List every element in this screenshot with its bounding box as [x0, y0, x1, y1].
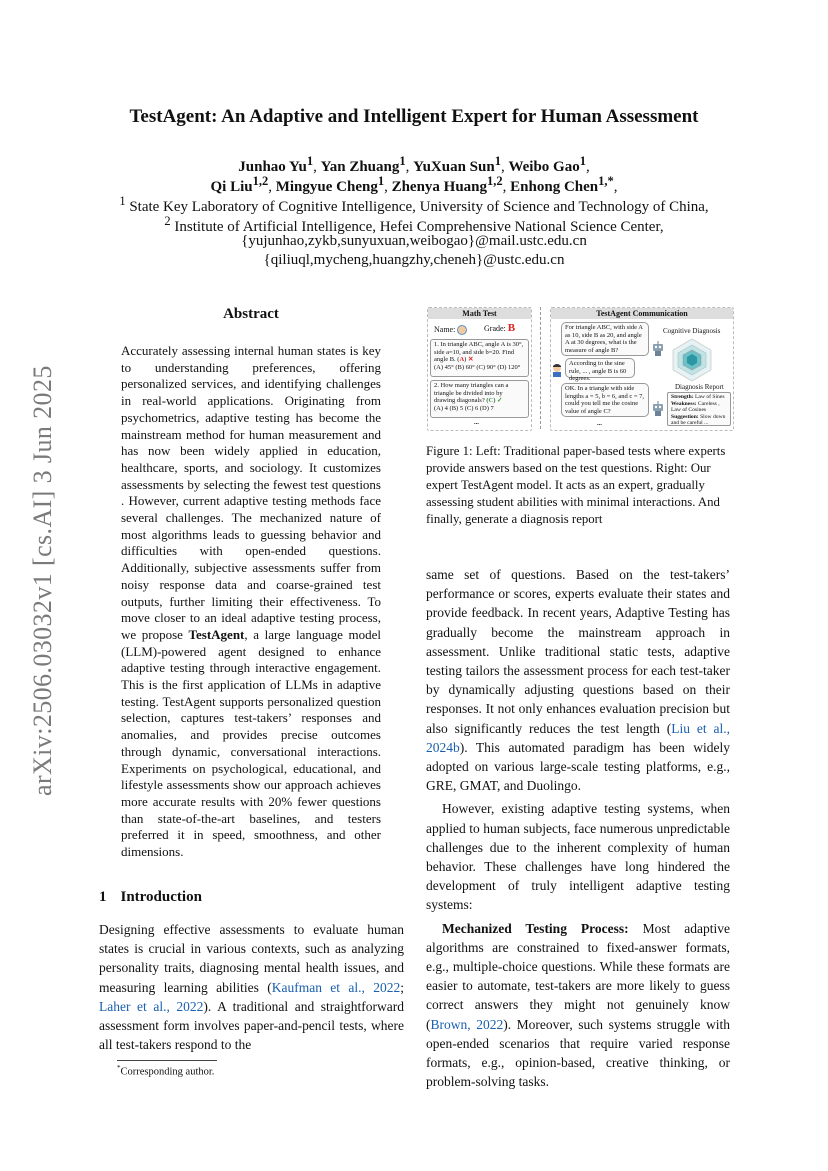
question-1-box: 1. In triangle ABC, angle A is 30°, side a=10, and side b=20. Find angle B. (A) ✕ (A) 45° (B) 60° (C) 90° (D) 120° [430, 339, 529, 377]
footnote-rule [117, 1060, 217, 1061]
student-avatar-icon [457, 325, 467, 335]
author: Enhong Chen$^{1,*}$ [510, 174, 614, 195]
wrong-mark-icon: ✕ [467, 356, 474, 364]
paper-title: TestAgent: An Adaptive and Intelligent Expert for Human Assessment [129, 106, 699, 127]
author-line-2: Qi Liu$^{1,2}$, Mingyue Cheng$^1$, Zhenya Huang$^{1,2}$, Enhong Chen$^{1,*}$, [210, 174, 618, 195]
affiliation-1: $^1$ State Key Laboratory of Cognitive Intelligence, University of Science and Technology of China, [119, 194, 709, 215]
diagnosis-report-label: Diagnosis Report [675, 383, 724, 391]
author: YuXuan Sun$^1$ [413, 154, 501, 175]
paragraph: However, existing adaptive testing systems, when applied to human subjects, face numerous unpredictable challenges due to the inherent complexity of human behavior. These challenges have long hindered the development of truly intelligent adaptive testing systems: [426, 801, 730, 913]
name-field: Name: [434, 325, 467, 335]
citation-link[interactable]: Liu et al., 2024b [426, 720, 731, 755]
author: Yan Zhuang$^1$ [320, 154, 406, 175]
author-line-1: Junhao Yu$^1$, Yan Zhuang$^1$, YuXuan Sun$^1$, Weibo Gao$^1$, [238, 154, 590, 175]
author: Junhao Yu$^1$ [238, 154, 314, 175]
question-2-box: 2. How many triangles can a triangle be divided into by drawing diagonals? (C) ✓ (A) 4 (B) 5 (C) 6 (D) 7 [430, 380, 529, 418]
affiliation-2: $^2$ Institute of Artificial Intelligence, Hefei Comprehensive National Science Center, [164, 214, 664, 235]
radar-chart-icon [669, 337, 715, 386]
arxiv-stamp[interactable]: arXiv:2506.03032v1 [cs.AI] 3 Jun 2025 [28, 365, 57, 796]
figure-1 [424, 305, 732, 431]
ellipsis: ... [474, 419, 479, 426]
ellipsis: ... [597, 420, 602, 427]
email-line-2: {qiliuql,mycheng,huangzhy,cheneh}@ustc.edu.cn [263, 252, 565, 268]
intro-paragraph: Designing effective assessments to evaluate human states is crucial in various contexts, such as analyzing personality traits, diagnosing mental health issues, and measuring learning abilities (Kaufman et al., 2022; Laher et al., 2022). A traditional and straightforward assessment form involves paper-and-pencil tests, where all test-takers respond to the [99, 922, 404, 1053]
citation-link[interactable]: Brown, 2022 [430, 1016, 504, 1032]
citation-link[interactable]: Laher et al., 2022 [99, 998, 204, 1014]
paragraph: Mechanized Testing Process: Most adaptive algorithms are constrained to fixed-answer formats, e.g., multiple-choice questions. While these formats are easier to automate, test-takers are more likely to guess correct answers they might not genuinely know (Brown, 2022). Moreover, such systems struggle with open-ended scenarios that require varied response formats, e.g., opinion-based, creative thinking, or problem-solving tasks. [426, 920, 730, 1090]
author: Zhenya Huang$^{1,2}$ [391, 174, 503, 195]
paragraph: same set of questions. Based on the test-takers’ performance or scores, experts evaluate their states and provide feedback. In recent years, Adaptive Testing has gradually become the mainstream approach in assessment. Unlike traditional static tests, adaptive testing tailors the assessment process for each test-taker by dynamically adjusting questions based on their responses. It not only enhances evaluation precision but also significantly reduces the test length (Liu et al., 2024b). This automated paradigm has been widely adopted on various large-scale testing platforms, e.g., GRE, GMAT, and Duolingo. [426, 567, 731, 794]
agent-question-bubble: For triangle ABC, with side A as 10, side B as 20, and angle A at 30 degrees, what is the measure of angle B? [561, 322, 649, 356]
section-heading: 1 Introduction [99, 889, 202, 905]
author: Qi Liu$^{1,2}$ [210, 174, 269, 195]
math-test-header: Math Test [428, 308, 531, 319]
figure-divider [540, 307, 541, 429]
author: Weibo Gao$^1$ [508, 154, 586, 175]
abstract-heading: Abstract [223, 306, 279, 322]
email-line-1: {yujunhao,zykb,sunyuxuan,weibogao}@mail.ustc.edu.cn [241, 233, 587, 249]
right-column-text [426, 565, 730, 1091]
grade-field: Grade: B [484, 322, 516, 334]
figure-caption: Figure 1: Left: Traditional paper-based tests where experts provide answers based on the test questions. Right: Our expert TestAgent model. It acts as an expert, gradually assessing student abilities with minimal interactions. And finally, generate a diagnosis report [426, 444, 726, 526]
abstract-text: Accurately assessing internal human states is key to understanding preferences, offering personalized services, and identifying challenges in real-world applications. Originating from psychometrics, adaptive testing has become the mainstream method for human measurement and has now been widely applied in education, healthcare, sports, and sociology. It customizes assessments by selecting the fewest test questions . However, current adaptive testing methods face several challenges. The mechanized nature of most algorithms leads to guessing behavior and difficulties with open-ended questions. Additionally, subjective assessments suffer from noisy response data and coarse-grained test outputs, further limiting their effectiveness. To move closer to an ideal adaptive testing process, we propose TestAgent, a large language model (LLM)-powered agent designed to enhance adaptive testing through interactive engagement. This is the first application of LLMs in adaptive testing. TestAgent supports personalized question selection, captures test-takers’ responses and anomalies, and provides precise outcomes through dynamic, conversational interactions. Experiments on psychological, educational, and lifestyle assessments show our approach achieves more accurate results with 20% fewer questions than state-of-the-art baselines, and testers preferred it in speed, smoothness, and other dimensions. [121, 343, 381, 860]
agent-followup-bubble: OK. In a triangle with side lengths a = 5, b = 6, and c = 7, could you tell me the cosine value of angle C? [561, 383, 649, 417]
cognitive-diagnosis-label: Cognitive Diagnosis [663, 327, 721, 335]
diagnosis-report-box: Strength: Law of Sines Weakness: Careless , Law of Cosines Suggestion: Slow down and be careful ... [667, 392, 731, 426]
student-icon [551, 363, 563, 380]
robot-icon [651, 341, 665, 360]
testagent-header: TestAgent Communication [551, 308, 733, 319]
author: Mingyue Cheng$^1$ [275, 174, 385, 195]
citation-link[interactable]: Kaufman et al., 2022 [271, 979, 401, 995]
math-test-panel [427, 307, 532, 431]
testagent-panel [550, 307, 734, 431]
check-mark-icon: ✓ [497, 397, 503, 405]
student-answer-bubble: According to the sine rule, ... , angle B is 60 degrees. [565, 358, 635, 378]
footnote: *Corresponding author. [117, 1064, 215, 1078]
robot-icon [651, 401, 665, 420]
